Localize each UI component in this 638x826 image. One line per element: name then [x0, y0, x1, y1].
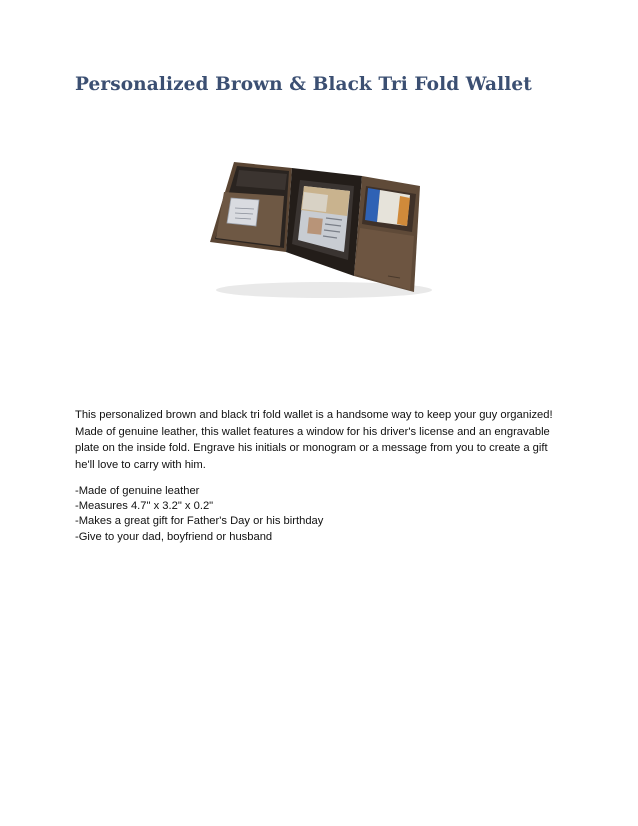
feature-item: -Give to your dad, boyfriend or husband: [75, 530, 273, 543]
feature-item: -Measures 4.7" x 3.2" x 0.2": [75, 500, 214, 513]
feature-item: -Made of genuine leather: [75, 485, 200, 497]
wallet-product-image: [204, 152, 436, 302]
wallet-left-panel: [210, 162, 292, 252]
feature-item: -Makes a great gift for Father's Day or his birthday: [75, 515, 324, 528]
product-description: This personalized brown and black tri fold wallet is a handsome way to keep your guy organized! Made of genuine leather, this wallet features a window for his driver's license and an engravable plate on the inside fold. Engrave his initials or monogram or a message from you to create a gift he'll love to carry with him.: [75, 409, 553, 471]
page-title: Personalized Brown & Black Tri Fold Wallet: [75, 74, 532, 95]
feature-list: [75, 484, 555, 545]
wallet-middle-panel: [286, 168, 362, 276]
engraved-plate: [227, 198, 259, 226]
wallet-right-panel: [354, 176, 420, 292]
